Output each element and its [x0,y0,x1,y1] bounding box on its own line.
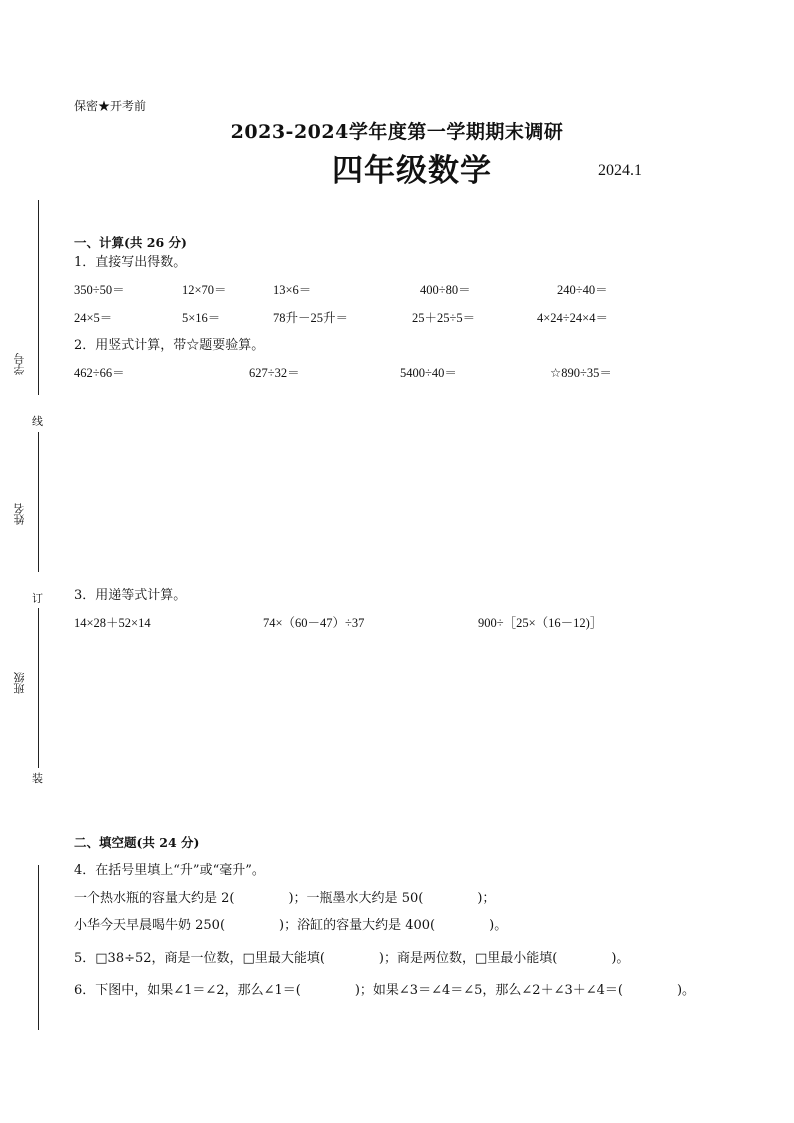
q2-prompt: 2．用竖式计算，带☆题要验算。 [74,338,265,353]
q4-text: )； [477,891,496,906]
q2-expression: 462÷66＝ [74,366,125,380]
field-line-student-id [38,200,39,395]
q4-text: 一个热水瓶的容量大约是 2( [74,891,235,906]
confidential-note: 保密★开考前 [74,99,147,113]
q3-expression: 900÷［25×（16－12)］ [478,616,603,630]
q6-text: 6．下图中，如果∠1＝∠2，那么∠1＝( [74,983,301,998]
q2-expression: ☆890÷35＝ [550,366,612,380]
q4-text: )；一瓶墨水大约是 50( [288,891,424,906]
q6-line [74,979,695,998]
q5-text: 5．□38÷52，商是一位数，□里最大能填( [74,951,325,966]
field-label-class: 班级 [13,672,26,694]
q1-expression: 25＋25÷5＝ [412,311,476,325]
q1-expression: 24×5＝ [74,311,113,325]
q5-line [74,947,629,966]
q1-expression: 5×16＝ [182,311,221,325]
section-2-heading: 二、填空题(共 24 分) [74,835,200,850]
q6-text: )；如果∠3＝∠4＝∠5，那么∠2＋∠3＋∠4＝( [354,983,623,998]
exam-subject: 四年级数学 [332,153,492,189]
q1-expression: 240÷40＝ [557,283,608,297]
q4-text: 小华今天早晨喝牛奶 250( [74,918,226,933]
field-label-student-id: 学号 [13,353,26,375]
seal-char-bind: 订 [32,592,43,605]
seal-char-line: 线 [32,415,43,428]
exam-title: 2023-2024学年度第一学期期末调研 [230,121,564,143]
q1-expression: 4×24÷24×4＝ [537,311,608,325]
q1-prompt: 1．直接写出得数。 [74,255,187,270]
section-1-heading: 一、计算(共 26 分) [74,235,187,250]
q2-expression: 5400÷40＝ [400,366,457,380]
q4-text: )。 [489,918,508,933]
q5-text: )。 [611,951,630,966]
q4-prompt: 4．在括号里填上“升”或“毫升”。 [74,863,265,878]
field-line-name [38,432,39,572]
q6-text: )。 [676,983,696,998]
q1-expression: 13×6＝ [273,283,312,297]
margin-line-bottom [38,865,39,1030]
q1-expression: 350÷50＝ [74,283,125,297]
q3-prompt: 3．用递等式计算。 [74,588,187,603]
q4-line-2 [74,914,507,933]
seal-char-mount: 装 [32,772,43,785]
exam-date: 2024.1 [598,162,642,179]
field-line-class [38,608,39,768]
q3-expression: 14×28＋52×14 [74,616,151,630]
q5-text: )；商是两位数，□里最小能填( [378,951,558,966]
q1-expression: 78升－25升＝ [273,311,349,325]
q1-expression: 400÷80＝ [420,283,471,297]
q3-expression: 74×（60－47）÷37 [263,616,365,630]
q2-expression: 627÷32＝ [249,366,300,380]
q1-expression: 12×70＝ [182,283,227,297]
q4-line-1 [74,887,495,906]
field-label-name: 姓名 [13,503,26,525]
q4-text: )；浴缸的容量大约是 400( [279,918,436,933]
